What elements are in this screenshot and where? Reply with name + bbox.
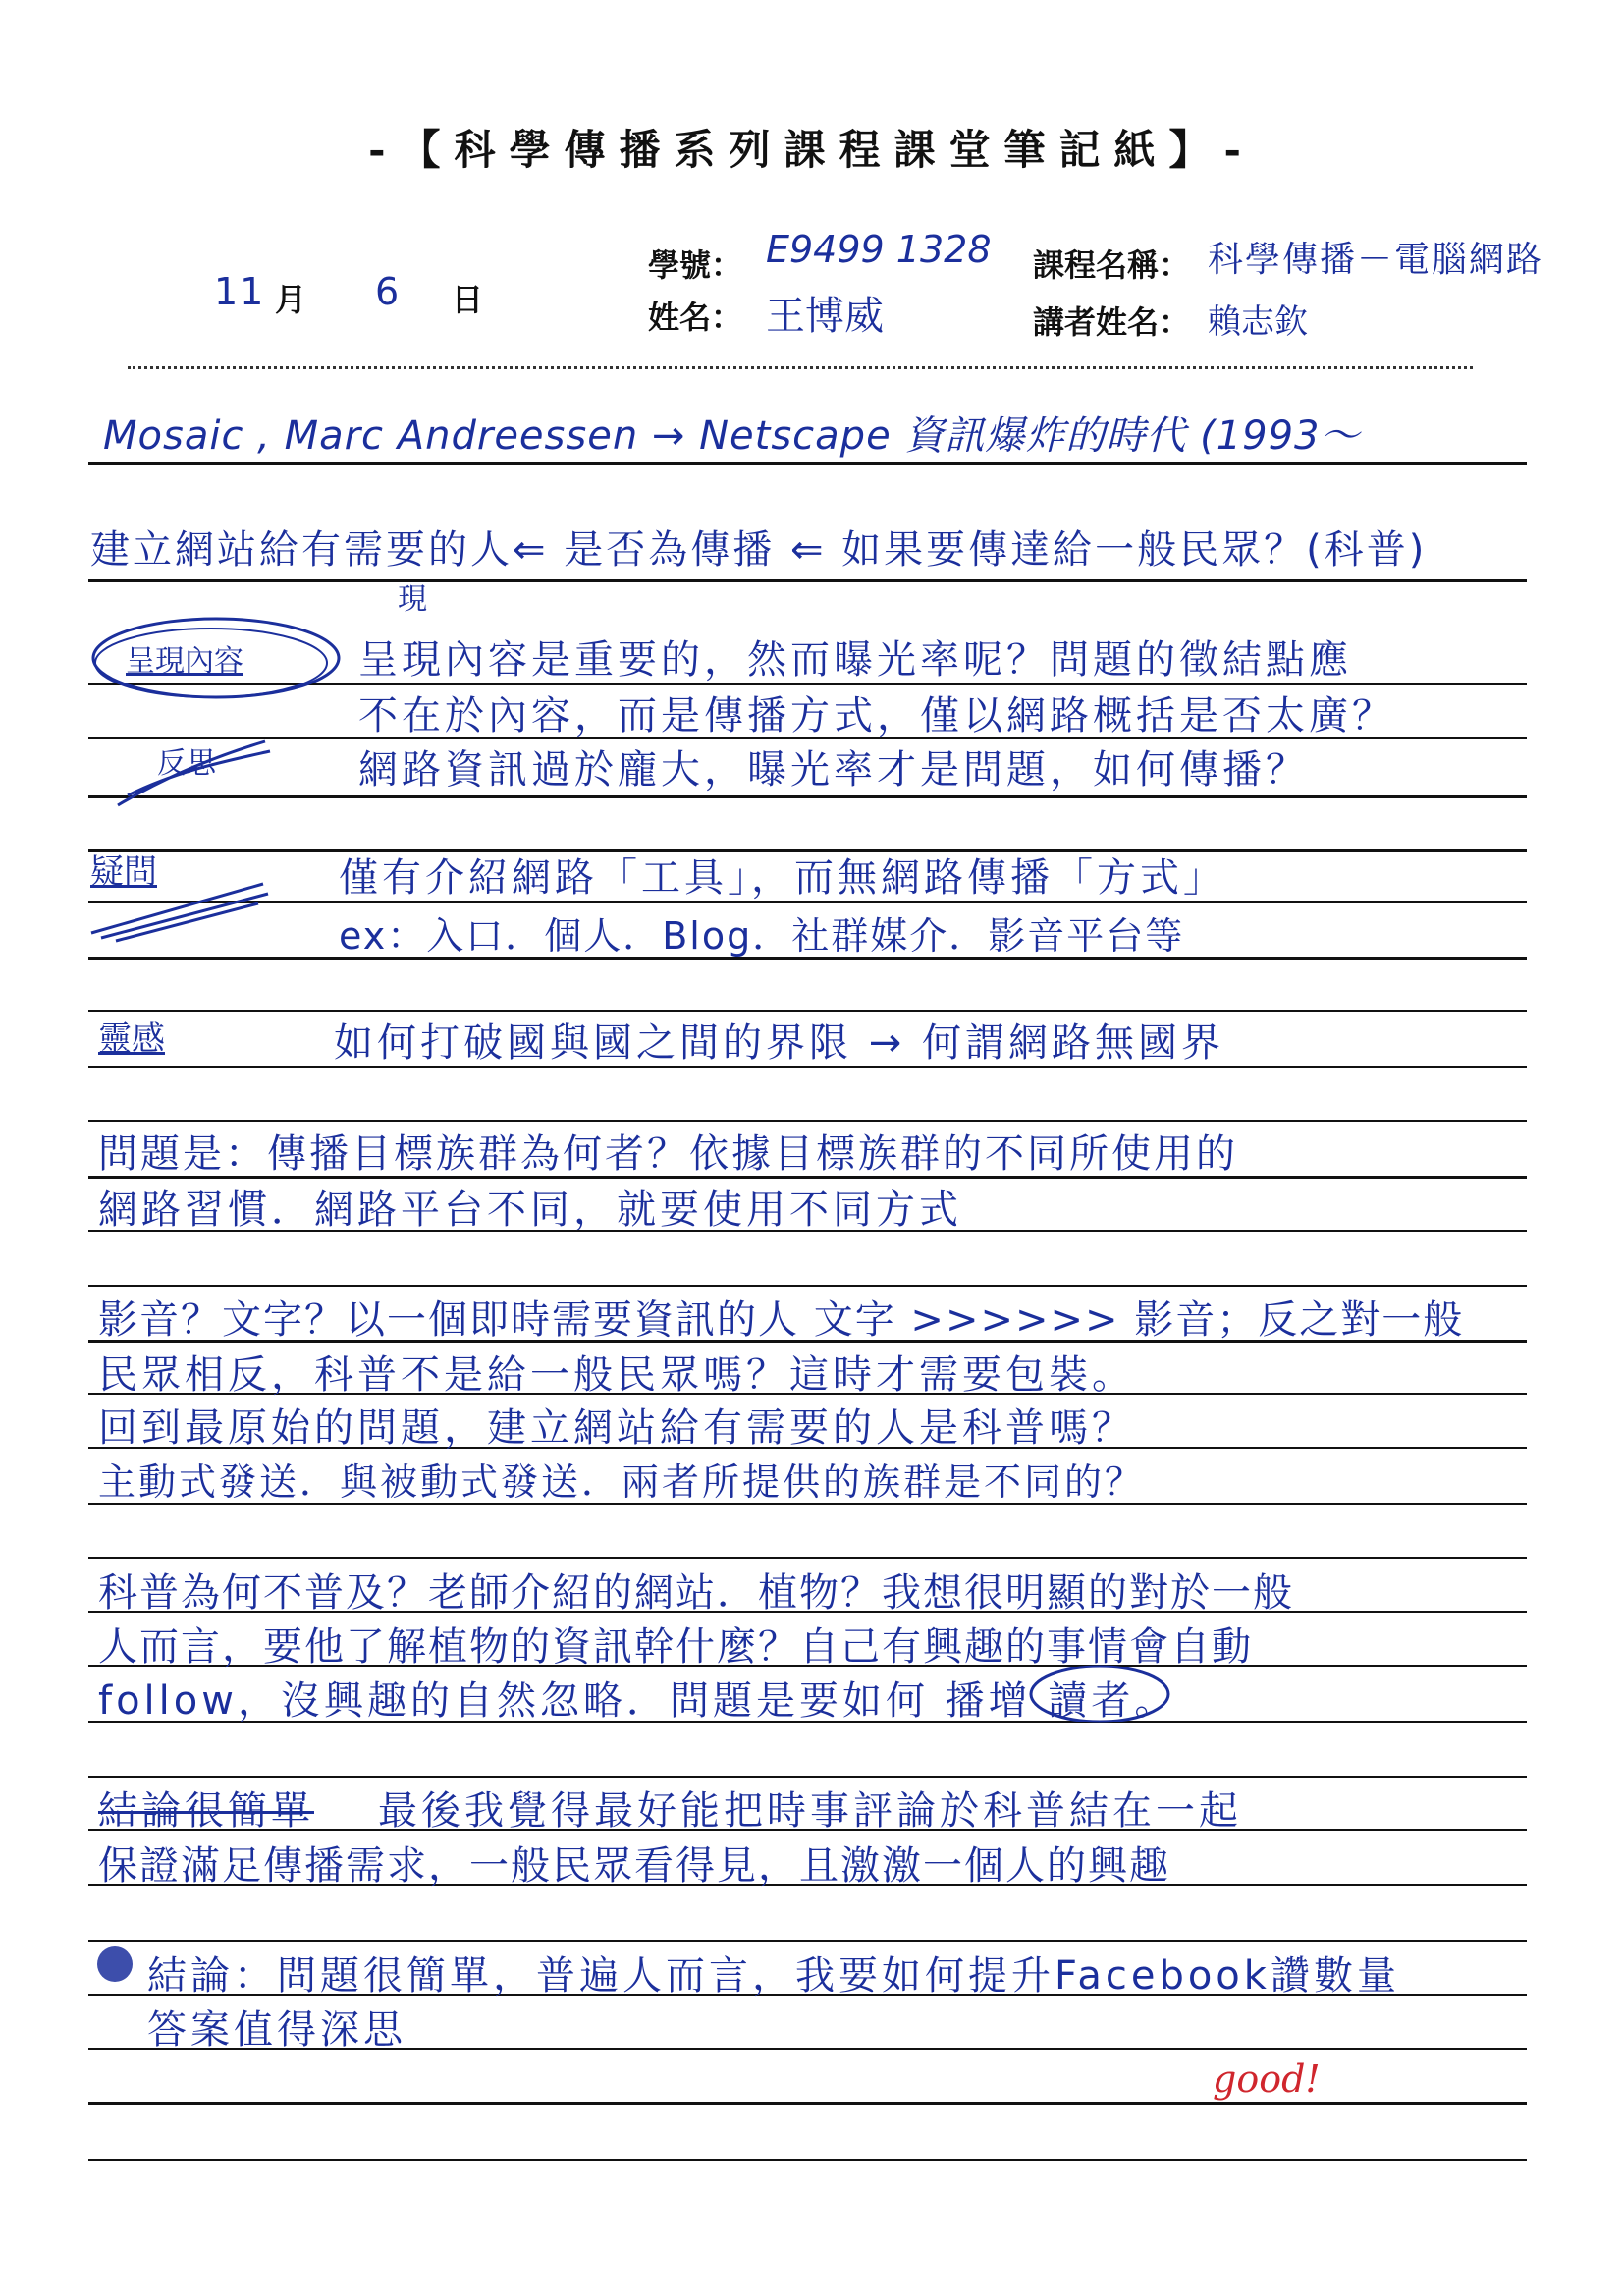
doubt-scribble: [86, 864, 273, 943]
note-reflection-1: 網路資訊過於龐大，曝光率才是問題，如何傳播？: [358, 747, 1309, 793]
note-para3-1: 問題是：傳播目標族群為何者？依據目標族群的不同所使用的: [98, 1131, 1238, 1176]
student-id-label: 學號：: [648, 246, 743, 284]
note-para7-2: 答案值得深思: [147, 2007, 406, 2052]
note-inspiration-1: 如何打破國與國之間的界限 → 何謂網路無國界: [334, 1020, 1224, 1066]
note-present-2: 不在於內容，而是傳播方式，僅以網路概括是否太廣？: [358, 693, 1395, 738]
note-para4-4: 主動式發送．與被動式發送．兩者所提供的族群是不同的？: [98, 1460, 1146, 1503]
tag-circle-scribble: [88, 609, 344, 717]
note-insert-xian: 現: [398, 582, 427, 617]
note-para5-1: 科普為何不普及？老師介紹的網站．植物？我想很明顯的對於一般: [98, 1570, 1294, 1615]
student-id-value: E9499 1328: [766, 228, 992, 271]
note-doubt-1: 僅有介紹網路「工具」，而無網路傳播「方式」: [339, 855, 1226, 901]
ruled-line: [88, 2159, 1527, 2161]
grade-mark: good!: [1213, 2057, 1321, 2101]
tag-reflection: 反思: [157, 746, 216, 781]
name-label: 姓名：: [648, 299, 743, 336]
note-para4-3: 回到最原始的問題，建立網站給有需要的人是科普嗎？: [98, 1405, 1135, 1450]
name-value: 王博威: [766, 294, 884, 339]
header-divider: [128, 366, 1473, 369]
tag-inspiration: 靈感: [98, 1019, 165, 1059]
note-para5-3: follow，沒興趣的自然忽略．問題是要如何 播增 讀者。: [98, 1678, 1178, 1723]
date-day: 6: [375, 270, 402, 313]
tag-doubt: 疑問: [90, 852, 157, 892]
ruled-line: [88, 579, 1527, 582]
date-day-label: 日: [452, 281, 484, 318]
word-circle-scribble: [1026, 1660, 1173, 1728]
ruled-line: [88, 1285, 1527, 1287]
note-para6-2: 保證滿足傳播需求，一般民眾看得見，且激激一個人的興趣: [98, 1843, 1170, 1888]
note-para5-2: 人而言，要他了解植物的資訊幹什麼？自己有興趣的事情會自動: [98, 1624, 1253, 1669]
ruled-line: [88, 1557, 1527, 1559]
tag-present-content: 呈現內容: [126, 644, 243, 679]
note-para4-1: 影音？文字？以一個即時需要資訊的人 文字 >>>>>> 影音；反之對一般: [98, 1297, 1465, 1342]
note-para6-1: 最後我覺得最好能把時事評論於科普結在一起: [378, 1788, 1242, 1833]
note-para7-1: 結論：問題很簡單，普遍人而言，我要如何提升Facebook讚數量: [147, 1953, 1400, 1998]
course-label: 課程名稱：: [1033, 246, 1191, 284]
note-line-website-question: 建立網站給有需要的人⇐ 是否為傳播 ⇐ 如果要傳達給一般民眾？(科普): [90, 527, 1428, 573]
bullet-scribble: [93, 1942, 142, 1992]
ruled-line: [88, 2102, 1527, 2105]
note-para6-struck: 結論很簡單: [98, 1788, 314, 1833]
reflection-scribble: [108, 737, 275, 815]
ruled-line: [88, 1776, 1527, 1778]
course-value: 科學傳播－電腦網路: [1208, 240, 1544, 280]
page-title: -【科學傳播系列課程課堂筆記紙】-: [368, 126, 1255, 174]
note-para4-2: 民眾相反，科普不是給一般民眾嗎？這時才需要包裝。: [98, 1352, 1135, 1397]
ruled-line: [88, 795, 1527, 798]
ruled-line: [88, 462, 1527, 465]
date-month: 11: [214, 270, 266, 313]
note-para3-2: 網路習慣．網路平台不同，就要使用不同方式: [98, 1187, 962, 1232]
lecturer-label: 講者姓名：: [1033, 303, 1191, 341]
note-line-mosaic: Mosaic , Marc Andreessen → Netscape 資訊爆炸的時代 (1993～: [103, 413, 1361, 459]
note-doubt-2: ex：入口．個人．Blog．社群媒介．影音平台等: [339, 914, 1185, 957]
date-month-label: 月: [275, 281, 307, 318]
lecturer-value: 賴志欽: [1208, 302, 1308, 342]
note-present-1: 呈現內容是重要的，然而曝光率呢？問題的徵結點應: [358, 637, 1352, 683]
ruled-line: [88, 1940, 1527, 1942]
